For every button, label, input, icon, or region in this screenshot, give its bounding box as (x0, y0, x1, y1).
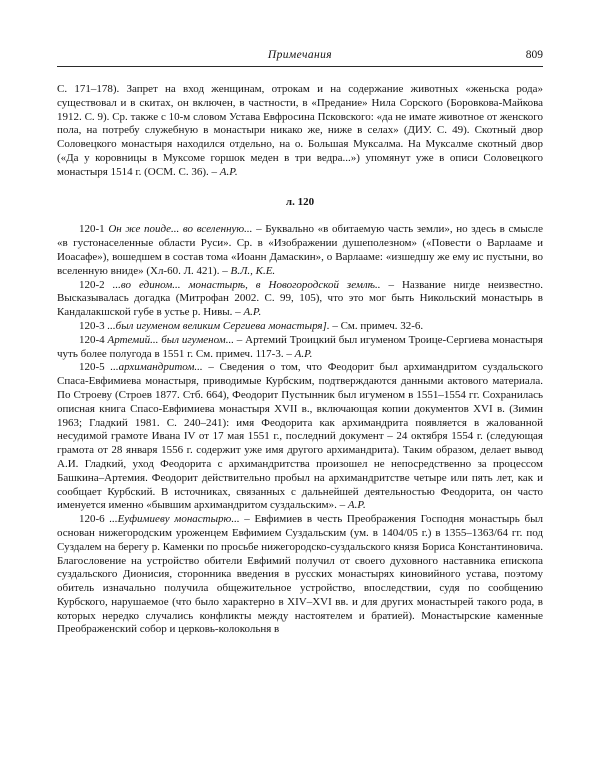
text-run: ...был игуменом великим Сергиева монастыря]. (107, 319, 330, 332)
text-run: 120-5 (79, 361, 111, 374)
paragraph (57, 279, 543, 320)
text-run: А.Р. (294, 347, 313, 360)
page-number: 809 (525, 49, 543, 61)
paragraph (57, 83, 543, 180)
text-run: В.Л., К.Е. (230, 264, 276, 277)
text-run: – Артемий Троицкий был игуменом Троице-Сергиева монастыря чуть более полугода в 1551 г. См. примеч. 117-3. – (57, 333, 543, 360)
paragraph (57, 513, 543, 637)
paragraph (57, 223, 543, 278)
text-run: А.Р. (347, 499, 366, 512)
text-run: ...во едином... монастырѣ, в Новогородской землѣ.. (112, 278, 381, 291)
text-run: С. 171–178). Запрет на вход женщинам, отрокам и на содержание животных «женьска рода» существовал и в скитах, он включен, в частности, в «Предание» Нила Сорского (Боровкова-Майкова 1912. С. 9). Ср. также с 10-м словом Устава Евфросина Псковского: «да не имате животное от женского пола, на потребу служебную в монастыри никако же, ниже в селах» (ДИУ. С. 49). Скотный двор Соловецкого монастыря находился отдельно, на о. Большая Муксалма. На Муксалме скотный двор («Да у коровницы в Муксоме горшок меден в три ведра...») упомянут уже в описи Соловецкого монастыря 1514 г. (ОСМ. С. 36). – (57, 83, 543, 178)
text-run: – Буквально «в обитаемую часть земли», но здесь в смысле «в густонаселенные области Руси». Ср. в «Изображении душеполезном» («Повести о Варлааме и Иоасафе»), вошедшем в состав тома «Иоанн Дамаскин», о Варлааме: «изшедшу же ему ис пустыни, во вселенную вниде» (Хл-60. Л. 421). – (57, 223, 544, 277)
text-run: А.Р. (243, 306, 262, 319)
text-run: – Евфимиев в честь Преображения Господня монастырь был основан нижегородским уроженцем Евфимием Суздальским (ум. в 1404/05 г.) в 1355–1363/64 гг. под Суздалем на берегу р. Каменки по просьбе нижегородско-суздальского князя Бориса Константиновича. Благословение на устройство обители Евфимий получил от своего духовного наставника епископа суздальского Дионисия, сторонника введения в русских монастырях киновийного устава, поэтому обитель изначально получила общежительное устройство, впоследствии, судя по сообщению Курбского, нарушаемое (что было характерно в XIV–XVI вв. и для других монастырей такого рода, в которых нередко случались конфликты между настоятелем и братией). Монастырские каменные Преображенский собор и церковь-колокольня в (57, 513, 543, 636)
text-run: – Название нигде неизвестно. Высказывалась догадка (Митрофан 2002. С. 99, 105), что это мог быть Никольский монастырь в Кандалакшской губе в устье р. Нивы. – (57, 278, 543, 319)
paragraph (57, 361, 543, 513)
text-body (57, 83, 543, 637)
running-head (57, 48, 543, 63)
text-run: 120-3 (79, 319, 108, 332)
text-run: 120-1 (79, 223, 109, 236)
paragraph (57, 320, 543, 334)
running-title: Примечания (267, 49, 333, 61)
text-run: 120-6 (79, 513, 110, 526)
text-run: 120-2 (79, 278, 113, 291)
text-run: Он же поиде... во вселенную... (108, 223, 253, 236)
text-run: – См. примеч. 32-6. (329, 319, 424, 332)
text-run: ...Еуфимиеву монастырю... (109, 513, 240, 526)
header-rule (57, 66, 543, 67)
text-run: 120-4 (79, 333, 108, 346)
section-heading (57, 196, 543, 210)
text-run: Артемий... был игуменом... (107, 333, 234, 346)
text-run: л. 120 (285, 195, 315, 208)
text-run: ...архимандритом... (110, 361, 203, 374)
text-run: – Сведения о том, что Феодорит был архимандритом суздальского Спаса-Евфимиева монастыря, приводимые Курбским, подтверждаются данными актового материала. По Строеву (Строев 1877. Стб. 664), Феодорит Пустынник был игуменом в 1551–1554 гг. Сохранилась описная книга Спасо-Евфимиева монастыря XVII в., включающая копии документов XVI в. (Зимин 1963; Гладкий 1981. С. 240–241): имя Феодорита как архимандрита появляется в жалованной несудимой грамоте Ивана IV от 17 мая 1551 г., последний документ – 24 октября 1554 г. (следующая грамота от 28 января 1556 г. содержит уже имя другого архимандрита). Таким образом, делает вывод А.И. Гладкий, уход Феодорита с архимандритства произошел не непосредственно за процессом Башкина–Артемия. Феодорит действительно пробыл на архимандритстве четыре или пять лет, как и сообщает Курбский. В источниках, связанных с дальнейшей деятельностью Феодорита, он часто именуется именно «бывшим архимандритом суздальским». – (57, 361, 543, 512)
paragraph (57, 334, 543, 362)
text-run: А.Р. (219, 165, 238, 178)
